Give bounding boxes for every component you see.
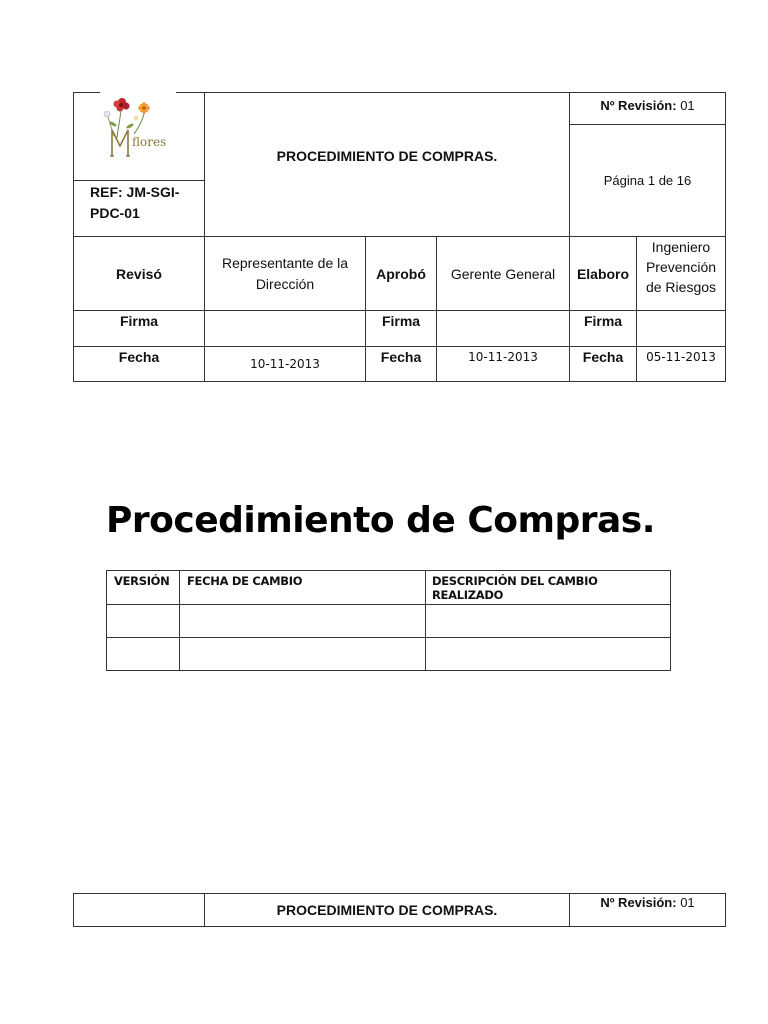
flower-logo-icon bbox=[100, 86, 176, 162]
footer-blank-cell bbox=[73, 893, 205, 927]
document-title: Procedimiento de Compras. bbox=[106, 500, 655, 541]
page-cell bbox=[569, 124, 726, 237]
firma-label: Firma bbox=[73, 310, 205, 347]
fecha-aprobo: 10-11-2013 bbox=[436, 346, 570, 382]
elaboro-value: Ingeniero Prevención de Riesgos bbox=[636, 236, 726, 311]
reviso-value: Representante de la Dirección bbox=[204, 236, 366, 311]
table-cell bbox=[179, 637, 426, 671]
footer-title: PROCEDIMIENTO DE COMPRAS. bbox=[276, 902, 498, 918]
col-fecha-cambio: FECHA DE CAMBIO bbox=[179, 570, 426, 605]
footer-revision-value: 01 bbox=[680, 895, 695, 910]
table-cell bbox=[425, 637, 671, 671]
table-cell bbox=[179, 604, 426, 638]
table-cell bbox=[106, 637, 180, 671]
revision-value: 01 bbox=[680, 98, 695, 113]
firma-reviso-field bbox=[204, 310, 366, 347]
header-title-cell bbox=[204, 92, 570, 237]
page-number: Página 1 de 16 bbox=[603, 173, 692, 188]
revision-label: Nº Revisión: bbox=[600, 98, 677, 113]
svg-text:flores: flores bbox=[132, 135, 167, 149]
firma-label-2: Firma bbox=[365, 310, 437, 347]
company-logo bbox=[100, 86, 176, 162]
fecha-label: Fecha bbox=[73, 346, 205, 382]
header-title: PROCEDIMIENTO DE COMPRAS. bbox=[276, 147, 498, 164]
firma-aprobo-field bbox=[436, 310, 570, 347]
fecha-label-3: Fecha bbox=[569, 346, 637, 382]
aprobo-label: Aprobó bbox=[365, 236, 437, 311]
reviso-label: Revisó bbox=[73, 236, 205, 311]
col-descripcion: DESCRIPCIÓN DEL CAMBIO REALIZADO bbox=[425, 570, 671, 605]
fecha-elaboro: 05-11-2013 bbox=[636, 346, 726, 382]
revision-cell bbox=[569, 92, 726, 125]
firma-label-3: Firma bbox=[569, 310, 637, 347]
footer-revision-cell bbox=[569, 893, 726, 927]
elaboro-label: Elaboro bbox=[569, 236, 637, 311]
col-version: VERSIÓN bbox=[106, 570, 180, 605]
table-cell bbox=[106, 604, 180, 638]
footer-revision-label: Nº Revisión: bbox=[600, 895, 677, 910]
aprobo-value: Gerente General bbox=[436, 236, 570, 311]
firma-elaboro-field bbox=[636, 310, 726, 347]
ref-code: REF: JM-SGI-PDC-01 bbox=[90, 184, 180, 221]
footer-title-cell bbox=[204, 893, 570, 927]
table-cell bbox=[425, 604, 671, 638]
fecha-label-2: Fecha bbox=[365, 346, 437, 382]
fecha-reviso: 10-11-2013 bbox=[204, 346, 366, 382]
